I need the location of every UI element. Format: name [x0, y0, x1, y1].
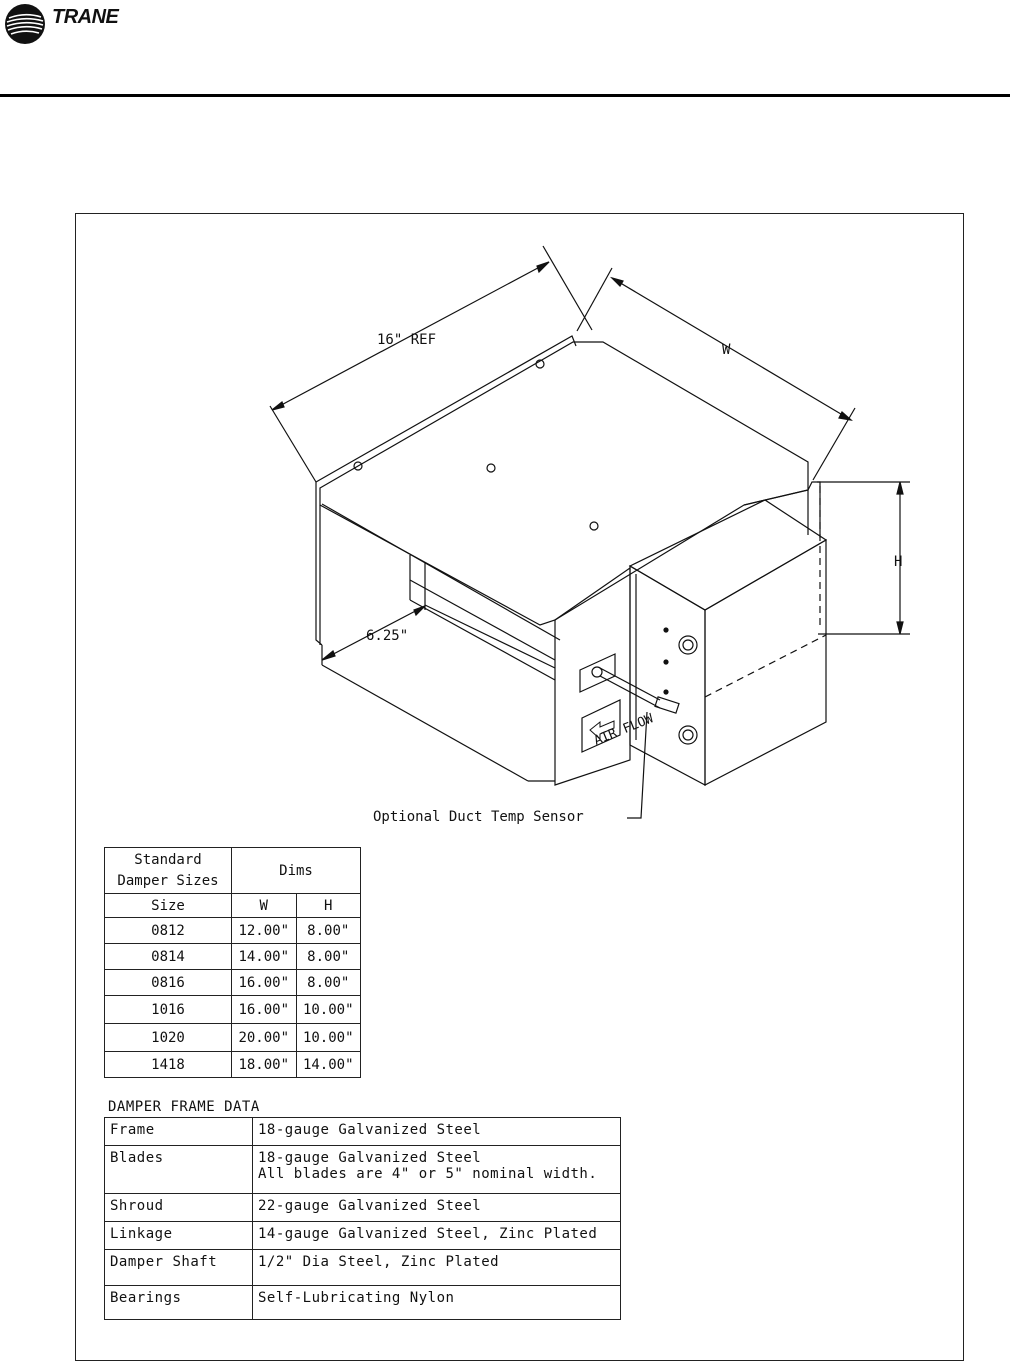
- table-row: Shroud 22-gauge Galvanized Steel: [105, 1194, 621, 1222]
- table-row: 1020 20.00" 10.00": [105, 1024, 361, 1052]
- dims-subheader-h: H: [296, 894, 361, 918]
- table-row: Linkage 14-gauge Galvanized Steel, Zinc Plated: [105, 1222, 621, 1250]
- frame-data-title: DAMPER FRAME DATA: [108, 1099, 260, 1115]
- frame-data-table: [104, 1117, 621, 1320]
- dim-length-label: 16" REF: [377, 332, 437, 348]
- table-row: Bearings Self-Lubricating Nylon: [105, 1286, 621, 1320]
- table-row: Blades 18-gauge Galvanized Steel All blades are 4" or 5" nominal width.: [105, 1146, 621, 1194]
- table-row: 0816 16.00" 8.00": [105, 970, 361, 996]
- table-row: 0814 14.00" 8.00": [105, 944, 361, 970]
- dims-header-dims: Dims: [232, 848, 361, 894]
- dim-height-label: H: [894, 554, 903, 570]
- dims-subheader-w: W: [232, 894, 297, 918]
- table-row: 1418 18.00" 14.00": [105, 1052, 361, 1078]
- dim-depth-label: 6.25": [366, 628, 409, 644]
- dims-header-standard: Standard Damper Sizes: [105, 848, 232, 894]
- table-row: 0812 12.00" 8.00": [105, 918, 361, 944]
- damper-sizes-table: [104, 847, 361, 1078]
- dim-width-label: W: [722, 342, 731, 358]
- dims-subheader-size: Size: [105, 894, 232, 918]
- damper-body: [316, 336, 826, 785]
- dim-width: [577, 268, 855, 480]
- table-row: Damper Shaft 1/2" Dia Steel, Zinc Plated: [105, 1250, 621, 1286]
- table-row: Frame 18-gauge Galvanized Steel: [105, 1118, 621, 1146]
- airflow-label: AIR FLOW: [591, 711, 656, 749]
- table-row: 1016 16.00" 10.00": [105, 996, 361, 1024]
- brand-name: TRANE: [52, 6, 119, 28]
- sensor-label: Optional Duct Temp Sensor: [373, 809, 584, 825]
